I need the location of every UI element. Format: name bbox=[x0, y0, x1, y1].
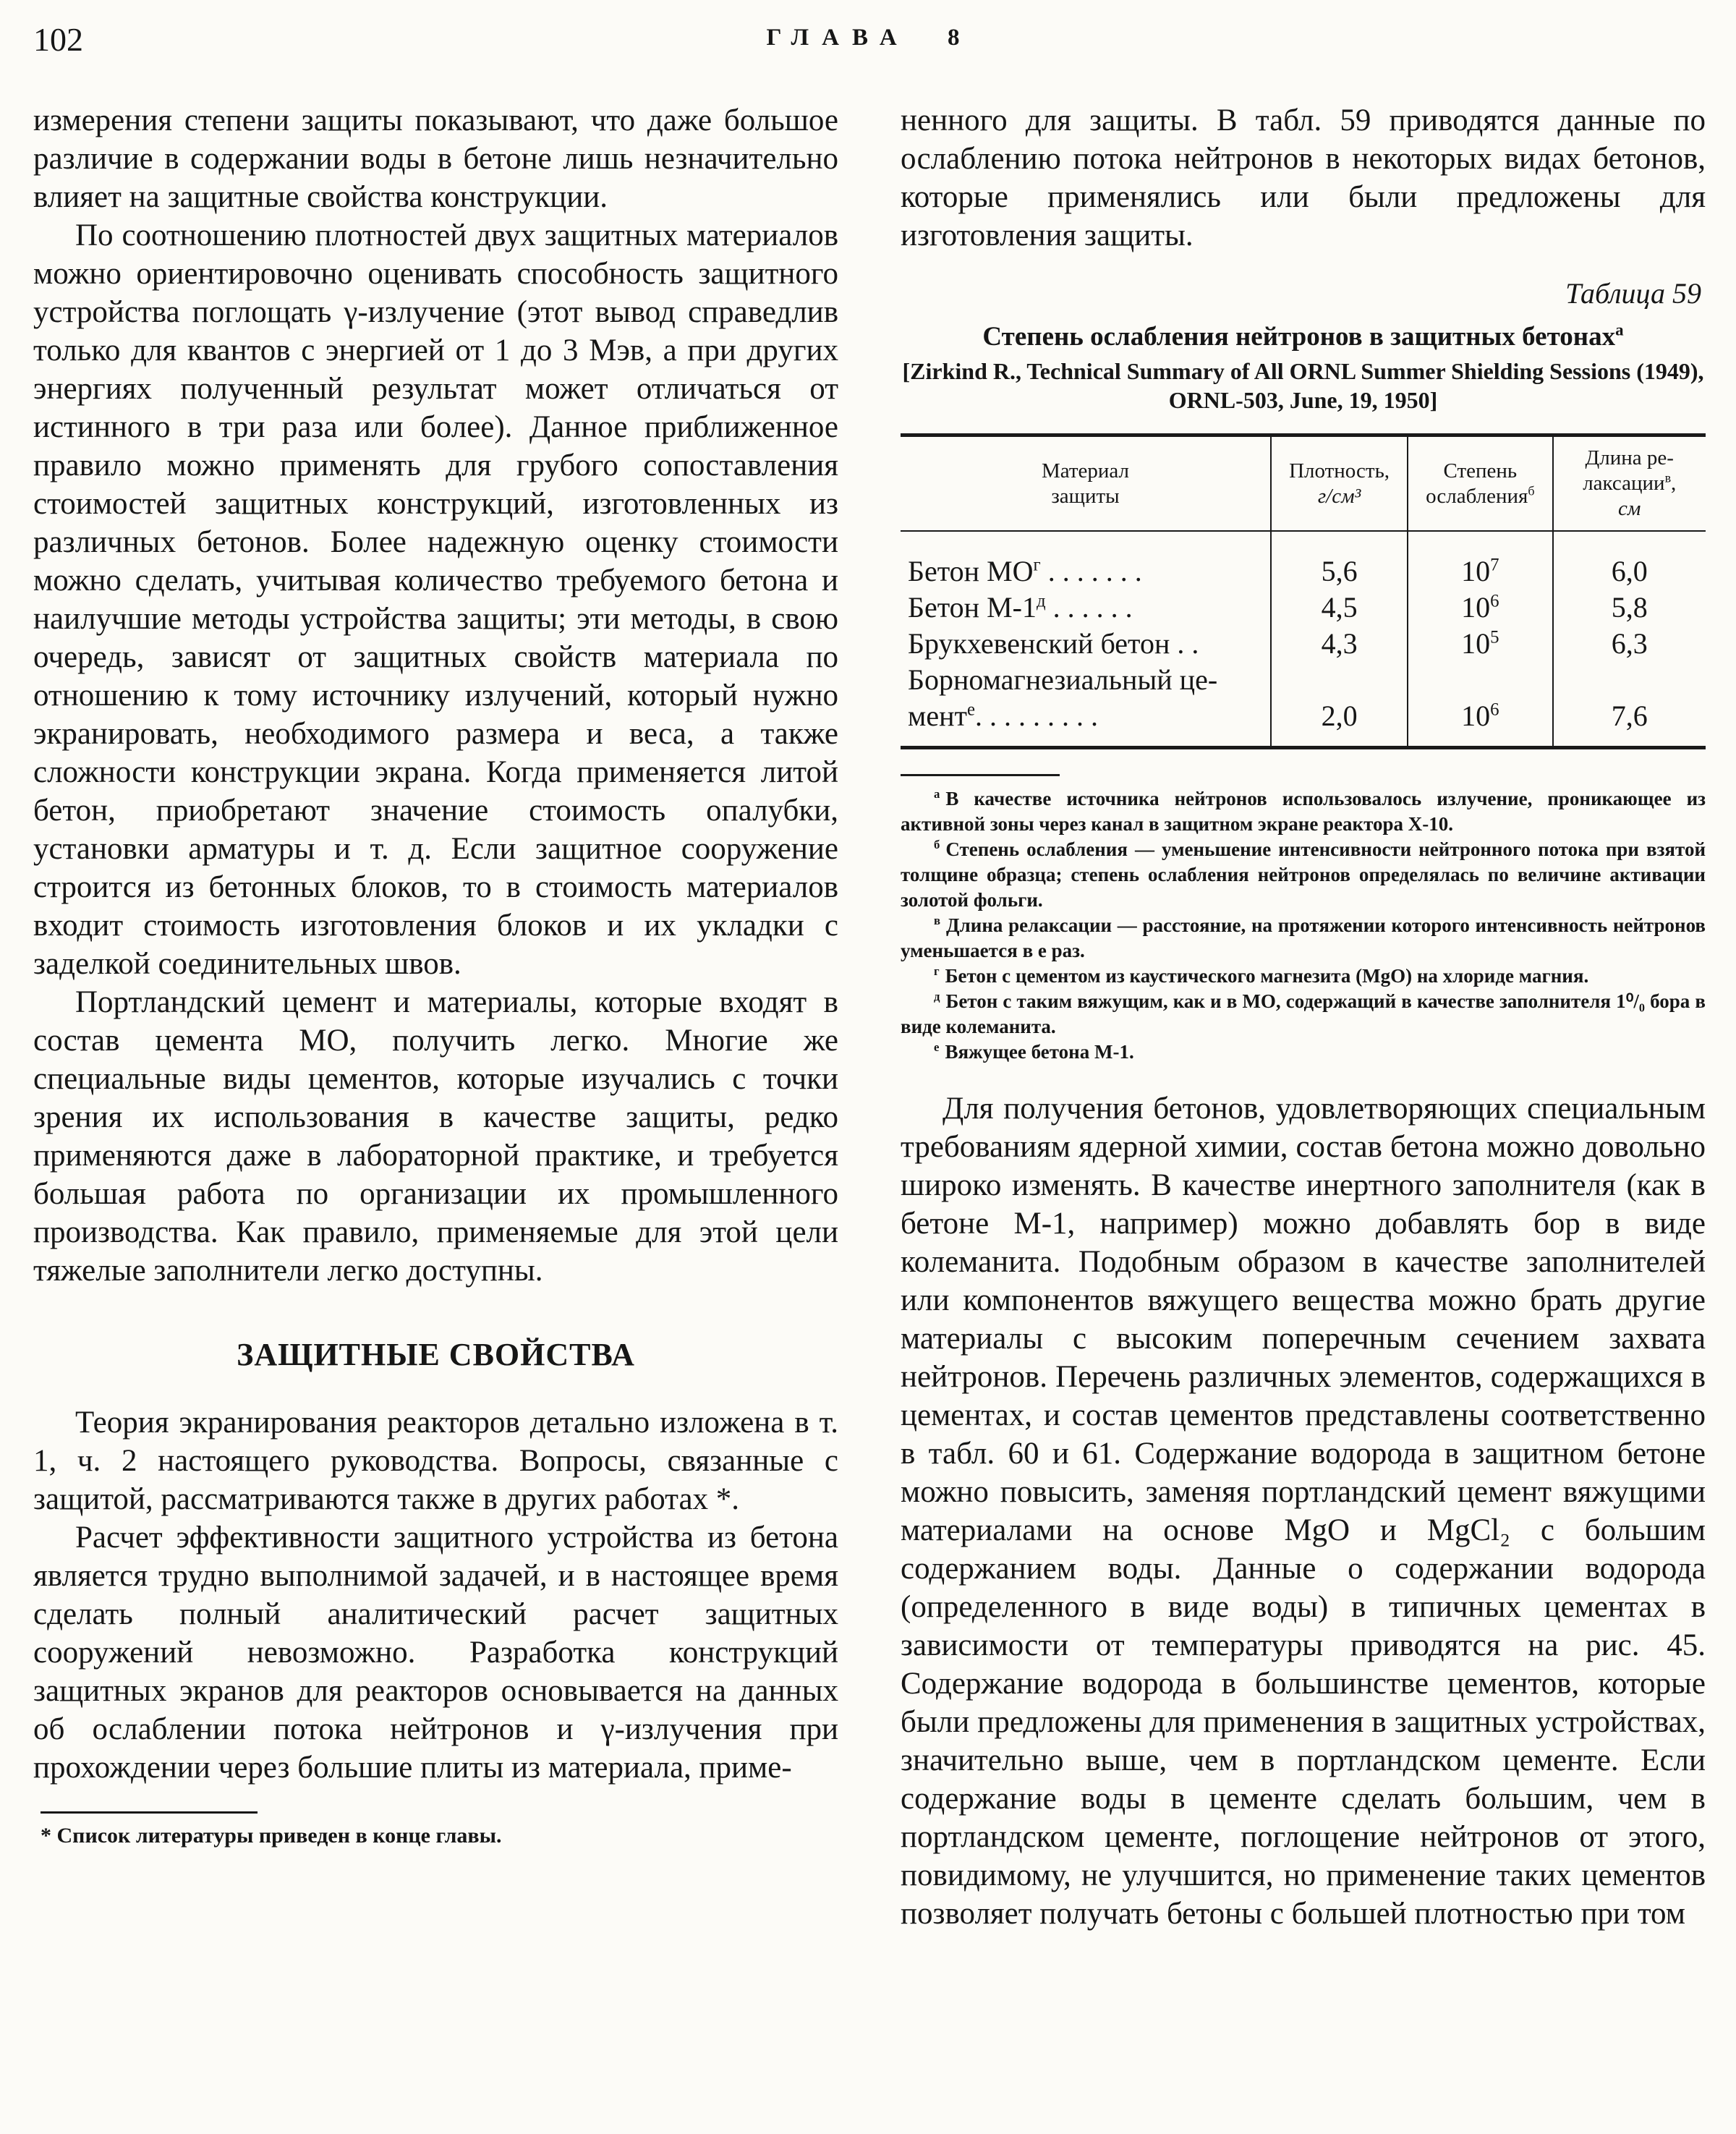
dot-leader: . . . . . . . . . bbox=[974, 700, 1098, 732]
table-footnote: $^г$ Бетон с цементом из каустического магнезита (MgO) на хлориде магния. bbox=[934, 964, 1589, 987]
paragraph: Расчет эффективности защитного устройства из бетона является трудно выполнимой задачей, и в настоящее время сделать полный аналитический расчет защитных сооружений невозможно. Разработка конструкций защитных экранов для реакторов основывается на данных об ослаблении потока нейтронов и γ-излучения при прохождении через большие плиты из материала, приме- bbox=[33, 1521, 838, 1785]
right-column bbox=[901, 101, 1706, 1933]
density-cell: 2,0 bbox=[1271, 662, 1408, 748]
section-heading: ЗАЩИТНЫЕ СВОЙСТВА bbox=[237, 1337, 635, 1372]
page-footnote: * Список литературы приведен в конце главы. bbox=[41, 1824, 502, 1848]
footnote-marker: а bbox=[934, 787, 940, 801]
chapter-heading: ГЛАВА 8 bbox=[766, 25, 973, 51]
relaxation-cell: 5,8 bbox=[1553, 590, 1706, 626]
table-label: Таблица 59 bbox=[1565, 277, 1701, 310]
table-title-footnote-marker: а bbox=[1615, 320, 1624, 339]
attenuation-cell: $10^7$ bbox=[1408, 531, 1552, 590]
table-source-citation: [Zirkind R., Technical Summary of All ORNL Summer Shielding Sessions (1949), ORNL-503, June, 19, 1950] bbox=[902, 358, 1704, 413]
footnote-marker: в bbox=[934, 914, 941, 927]
attenuation-cell: $10^5$ bbox=[1408, 626, 1552, 662]
dot-leader: . . . . . . . bbox=[1040, 555, 1142, 587]
running-head bbox=[33, 20, 1706, 71]
relaxation-cell: 6,3 bbox=[1553, 626, 1706, 662]
table-footnote: $^в$ Длина релаксации — расстояние, на протяжении которого интенсивность нейтронов уменьшается в е раз. bbox=[901, 914, 1706, 961]
column-header-density: Плотность, г/см³ bbox=[1271, 435, 1408, 532]
density-cell: 4,5 bbox=[1271, 590, 1408, 626]
paragraph: Для получения бетонов, удовлетворяющих специальным требованиям ядерной химии, состав бетона можно довольно широко изменять. В качестве инертного заполнителя (как в бетоне М-1, например) можно добавлять бор в виде колеманита. Подобным образом в качестве заполнителей или компонентов вяжущего вещества можно брать другие материалы с высоким поперечным сечением захвата нейтронов. Перечень различных элементов, содержащихся в цементах, и состав цементов представлены соответственно в табл. 60 и 61. Содержание водорода в защитном бетоне можно повысить, заменяя портландский цемент вяжущими материалами на основе MgO и MgCl₂ с большим содержанием воды. Данные о содержании водорода (определенного в виде воды) в типичных цементах в зависимости от температуры приводятся на рис. 45. Содержание водорода в большинстве цементов, которые были предложены для применения в защитных устройствах, значительно выше, чем в портландском цементе. Если содержание воды в цементе сделать большим, чем в портландском цементе, поглощение нейтронов от этого, повидимому, не улучшится, но применение таких цементов позволяет получать бетоны с большей плотностью при том bbox=[901, 1092, 1706, 1931]
table-row bbox=[901, 626, 1706, 662]
table-footnote: $^б$ Степень ослабления — уменьшение интенсивности нейтронного потока при взятой толщине образца; степень ослабления нейтронов определялась по величине активации золотой фольги. bbox=[901, 838, 1706, 911]
relaxation-cell: 7,6 bbox=[1553, 662, 1706, 748]
footnote-marker: б bbox=[934, 838, 940, 851]
table-footnote: $^д$ Бетон с таким вяжущим, как и в МО, содержащий в качестве заполнителя 1⁰/₀ бора в виде колеманита. bbox=[901, 990, 1706, 1037]
paragraph: По соотношению плотностей двух защитных материалов можно ориентировочно оценивать способность защитного устройства поглощать γ-излучение (этот вывод справедлив только для квантов с энергией от 1 до 3 Мэв, а при других энергиях полученный результат может отличаться от истинного в три раза или более). Данное приближенное правило можно применять для грубого сопоставления стоимостей защитных конструкций, изготовленных из различных бетонов. Более надежную оценку стоимости можно сделать, учитывая количество требуемого бетона и наилучшие методы устройства защиты; эти методы, в свою очередь, зависят от защитных свойств материала по отношению к тому источнику излучений, который нужно экранировать, необходимого размера и веса, а также сложности конструкции экрана. Когда применяется литой бетон, приобретают значение стоимость опалубки, установки арматуры и т. д. Если защитное сооружение строится из бетонных блоков, то в стоимость материалов входит стоимость изготовления блоков и их укладки с заделкой соединительных швов. bbox=[33, 218, 838, 981]
column-footnote-marker: в bbox=[1664, 470, 1672, 485]
material-cell: Борномагнезиальный це- мент$^е$. . . . . . . . . bbox=[908, 663, 1218, 732]
material-cell: Брукхевенский бетон . . bbox=[908, 627, 1199, 660]
footnote-separator-rule bbox=[41, 1811, 258, 1814]
density-cell: 5,6 bbox=[1271, 531, 1408, 590]
column-header-material: Материал защиты bbox=[901, 435, 1271, 532]
table-footnote: $^а$ В качестве источника нейтронов использовалось излучение, проникающее из активной зоны через канал в защитном экране реактора X-10. bbox=[901, 787, 1706, 835]
table-footnote: $^е$ Вяжущее бетона М-1. bbox=[934, 1040, 1134, 1063]
table-row bbox=[901, 662, 1706, 748]
neutron-attenuation-table bbox=[901, 433, 1706, 749]
left-column bbox=[33, 101, 838, 1933]
two-column-layout bbox=[33, 101, 1706, 1933]
material-cell: Бетон $М-1^д$ . . . . . . bbox=[908, 591, 1133, 624]
column-header-relaxation-length: Длина ре- лаксации$^в$, см bbox=[1553, 435, 1706, 532]
table-footnotes bbox=[901, 786, 1706, 1065]
paragraph: Теория экранирования реакторов детально изложена в т. 1, ч. 2 настоящего руководства. Вопросы, связанные с защитой, рассматриваются также в других работах *. bbox=[33, 1406, 838, 1516]
footnote-marker: г bbox=[934, 964, 940, 978]
relaxation-cell: 6,0 bbox=[1553, 531, 1706, 590]
footnote-marker: д bbox=[934, 990, 940, 1003]
paragraph: ненного для защиты. В табл. 59 приводятся данные по ослаблению потока нейтронов в некоторых видах бетонов, которые применялись или были предложены для изготовления защиты. bbox=[901, 103, 1706, 252]
paragraph: измерения степени защиты показывают, что даже большое различие в содержании воды в бетоне лишь незначительно влияет на защитные свойства конструкции. bbox=[33, 103, 838, 214]
footnote-marker: е bbox=[934, 1040, 940, 1054]
row-footnote-marker: г bbox=[1033, 555, 1041, 575]
row-footnote-marker: е bbox=[966, 700, 975, 720]
table-row bbox=[901, 590, 1706, 626]
attenuation-cell: $10^6$ bbox=[1408, 662, 1552, 748]
table-title: Степень ослабления нейтронов в защитных бетонах$^а$ bbox=[982, 320, 1624, 352]
density-cell: 4,3 bbox=[1271, 626, 1408, 662]
page-number: 102 bbox=[33, 21, 83, 58]
column-footnote-marker: б bbox=[1528, 483, 1535, 498]
material-cell: Бетон $МО^г$ . . . . . . . bbox=[908, 555, 1142, 587]
attenuation-cell: $10^6$ bbox=[1408, 590, 1552, 626]
dot-leader: . . bbox=[1170, 627, 1199, 660]
row-footnote-marker: д bbox=[1036, 591, 1046, 611]
table-footnote-separator-rule bbox=[901, 774, 1060, 776]
table-row bbox=[901, 531, 1706, 590]
paragraph: Портландский цемент и материалы, которые входят в состав цемента МО, получить легко. Многие же специальные виды цементов, которые изучались с точки зрения их использования в качестве защиты, редко применяются даже в лабораторной практике, и требуется большая работа по организации их промышленного производства. Как правило, применяемые для этой цели тяжелые заполнители легко доступны. bbox=[33, 985, 838, 1288]
table-header-row bbox=[901, 435, 1706, 532]
dot-leader: . . . . . . bbox=[1045, 591, 1133, 624]
column-header-attenuation: Степень ослабления$^б$ bbox=[1408, 435, 1552, 532]
